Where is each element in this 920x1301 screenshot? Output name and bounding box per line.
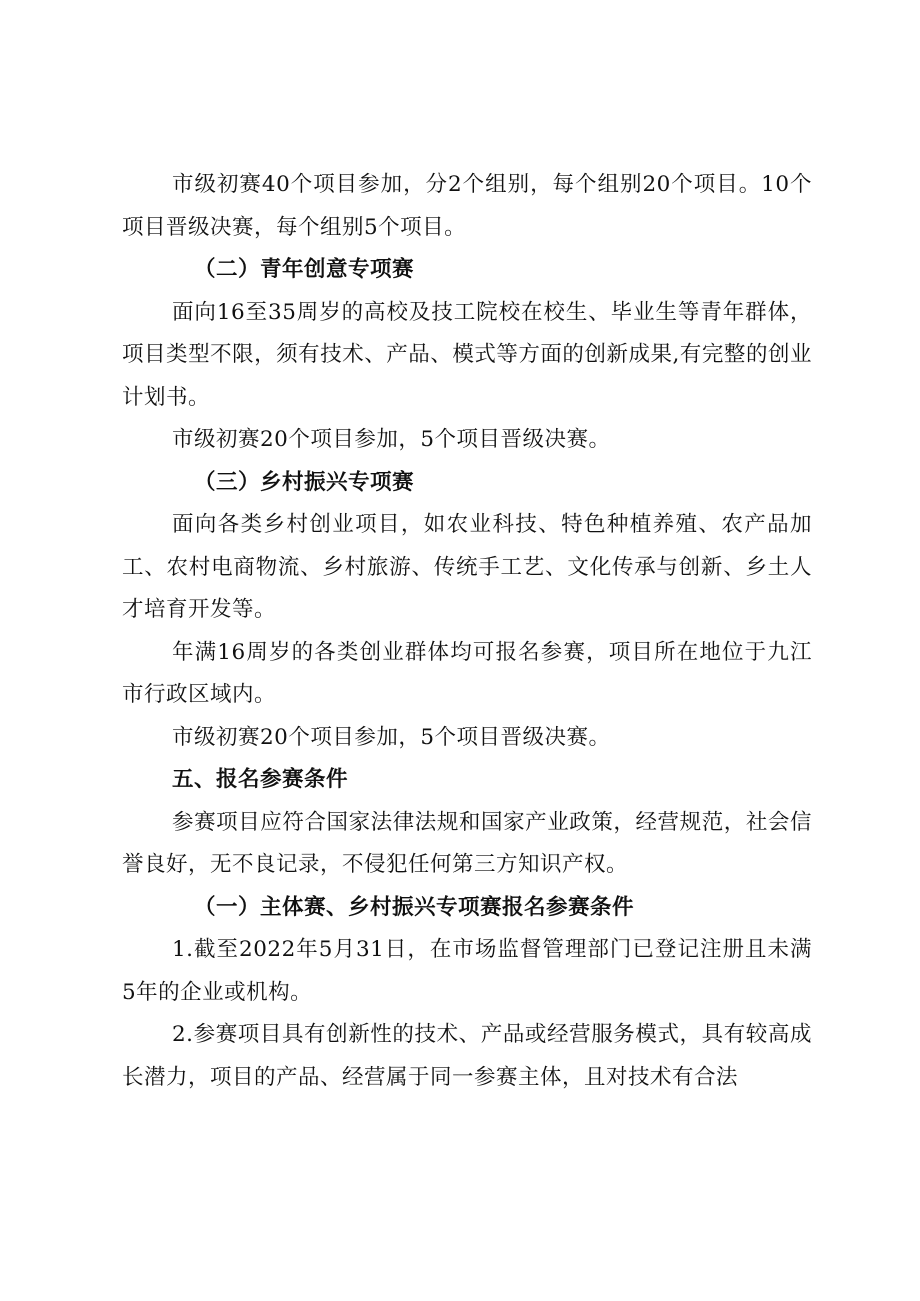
paragraph-rural-eligibility: 年满16周岁的各类创业群体均可报名参赛，项目所在地位于九江市行政区域内。 (122, 639, 812, 707)
paragraph-condition-2: 2.参赛项目具有创新性的技术、产品或经营服务模式，具有较高成长潜力，项目的产品、经营属于同一参赛主体，且对技术有合法 (122, 1022, 812, 1090)
heading-youth-creative: （二）青年创意专项赛 (194, 257, 415, 282)
heading-rural-revitalization: （三）乡村振兴专项赛 (194, 469, 415, 495)
paragraph-general-conditions: 参赛项目应符合国家法律法规和国家产业政策，经营规范，社会信誉良好，无不良记录，不侵犯任何第三方知识产权。 (122, 809, 812, 877)
paragraph-main-quota: 市级初赛40个项目参加，分2个组别，每个组别20个项目。10个项目晋级决赛，每个组别5个项目。 (122, 172, 812, 240)
paragraph-condition-1: 1.截至2022年5月31日，在市场监督管理部门已登记注册且未满5年的企业或机构。 (122, 937, 812, 1005)
heading-section-five: 五、报名参赛条件 (172, 767, 349, 792)
paragraph-rural-quota: 市级初赛20个项目参加，5个项目晋级决赛。 (172, 724, 611, 750)
paragraph-youth-quota: 市级初赛20个项目参加，5个项目晋级决赛。 (172, 427, 611, 452)
paragraph-youth-eligibility: 面向16至35周岁的高校及技工院校在校生、毕业生等青年群体，项目类型不限，须有技术、产品、模式等方面的创新成果,有完整的创业计划书。 (122, 299, 812, 410)
document-page (122, 164, 812, 1099)
heading-main-track-conditions: （一）主体赛、乡村振兴专项赛报名参赛条件 (194, 894, 635, 920)
paragraph-rural-scope: 面向各类乡村创业项目，如农业科技、特色种植养殖、农产品加工、农村电商物流、乡村旅游、传统手工艺、文化传承与创新、乡土人才培育开发等。 (122, 512, 812, 622)
